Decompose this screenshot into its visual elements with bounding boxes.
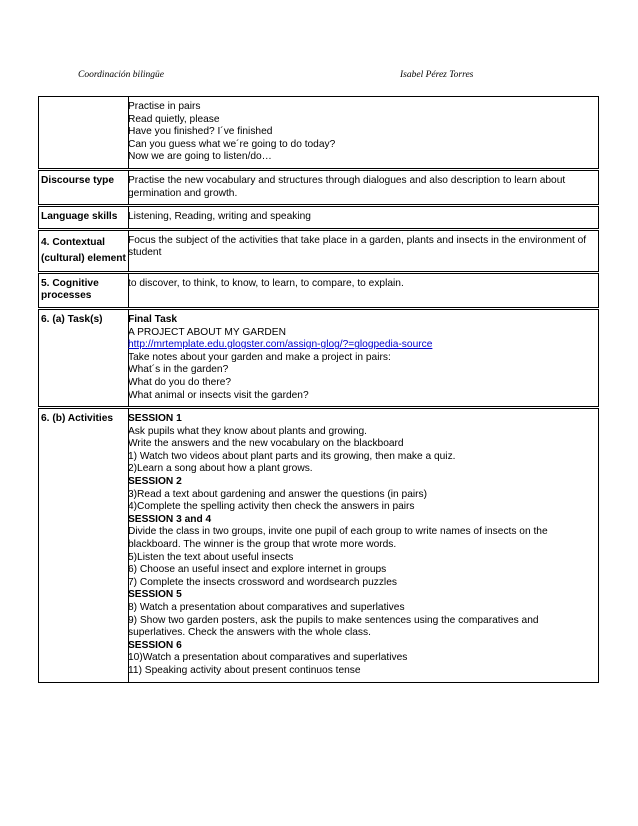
task-line: Take notes about your garden and make a project in pairs: [128,351,391,363]
row-label-phrases [39,97,129,170]
row-content-activities [129,408,599,682]
activity-line: Ask pupils what they know about plants and growing. [128,425,367,437]
activity-line: 9) Show two garden posters, ask the pupils to make sentences using the comparatives and superlatives. Check the answers with the whole class. [128,614,539,639]
row-content-phrases [129,97,599,170]
activity-line: Write the answers and the new vocabulary on the blackboard [128,438,404,450]
activity-line: 7) Complete the insects crossword and wordsearch puzzles [128,576,397,588]
table-row-activities [39,408,599,682]
table-row-contextual [39,229,599,272]
contextual-text: Focus the subject of the activities that take place in a garden, plants and insects in the environment of student [128,234,587,259]
task-question: What do you do there? [128,376,232,388]
row-label-contextual: 4. Contextual (cultural) element [39,229,129,272]
row-content-language [129,206,599,230]
row-label-task: 6. (a) Task(s) [39,308,129,407]
table-row-task [39,308,599,407]
session-heading: SESSION 2 [128,476,182,488]
session-heading: SESSION 6 [128,639,182,651]
activity-line: 4)Complete the spelling activity then check the answers in pairs [128,501,415,513]
activity-line: 3)Read a text about gardening and answer the questions (in pairs) [128,488,428,500]
header-right: Isabel Pérez Torres [400,70,474,80]
cognitive-text: to discover, to think, to know, to learn, to compare, to explain. [128,277,404,289]
phrase-line: Now we are going to listen/do… [128,151,272,163]
activity-line: 6) Choose an useful insect and explore internet in groups [128,564,387,576]
activity-line: 5)Listen the text about useful insects [128,551,294,563]
discourse-text: Practise the new vocabulary and structures through dialogues and also description to learn about germination and growth. [128,174,566,199]
task-title: Final Task [128,313,178,325]
row-content-task [129,308,599,407]
task-question: What animal or insects visit the garden? [128,389,309,401]
phrase-line: Read quietly, please [128,113,220,125]
row-label-activities: 6. (b) Activities [39,408,129,682]
activity-line: Divide the class in two groups, invite one pupil of each group to write names of insects on the blackboard. The winner is the group that wrote more words. [128,526,548,551]
session-heading: SESSION 3 and 4 [128,513,212,525]
table-row-cognitive [39,272,599,308]
row-content-discourse [129,169,599,205]
activity-line: 8) Watch a presentation about comparatives and superlatives [128,602,405,613]
row-content-contextual [129,229,599,272]
row-label-discourse: Discourse type [39,169,129,205]
row-label-language: Language skills [39,206,129,230]
language-text: Listening, Reading, writing and speaking [128,211,311,223]
table-row-language [39,206,599,230]
phrase-line: Have you finished? I´ve finished [128,126,273,138]
task-question: What´s in the garden? [128,364,229,376]
table-row-discourse [39,169,599,205]
glogster-link[interactable]: http://mrtemplate.edu.glogster.com/assign-glog/?=glogpedia-source [128,339,433,351]
phrase-line: Practise in pairs [128,101,201,112]
table-row-phrases [39,97,599,170]
activity-line: 1) Watch two videos about plant parts and its growing, then make a quiz. [128,450,456,462]
row-label-cognitive: 5. Cognitive processes [39,272,129,308]
phrase-line: Can you guess what we´re going to do today? [128,138,336,150]
session-heading: SESSION 1 [128,413,182,425]
header-left: Coordinación bilingüe [78,70,164,80]
row-content-cognitive [129,272,599,308]
activity-line: 11) Speaking activity about present continuos tense [128,664,361,676]
session-heading: SESSION 5 [128,589,182,601]
lesson-plan-table [38,96,599,683]
task-line: A PROJECT ABOUT MY GARDEN [128,326,286,338]
activity-line: 2)Learn a song about how a plant grows. [128,463,313,475]
activity-line: 10)Watch a presentation about comparatives and superlatives [128,652,408,664]
